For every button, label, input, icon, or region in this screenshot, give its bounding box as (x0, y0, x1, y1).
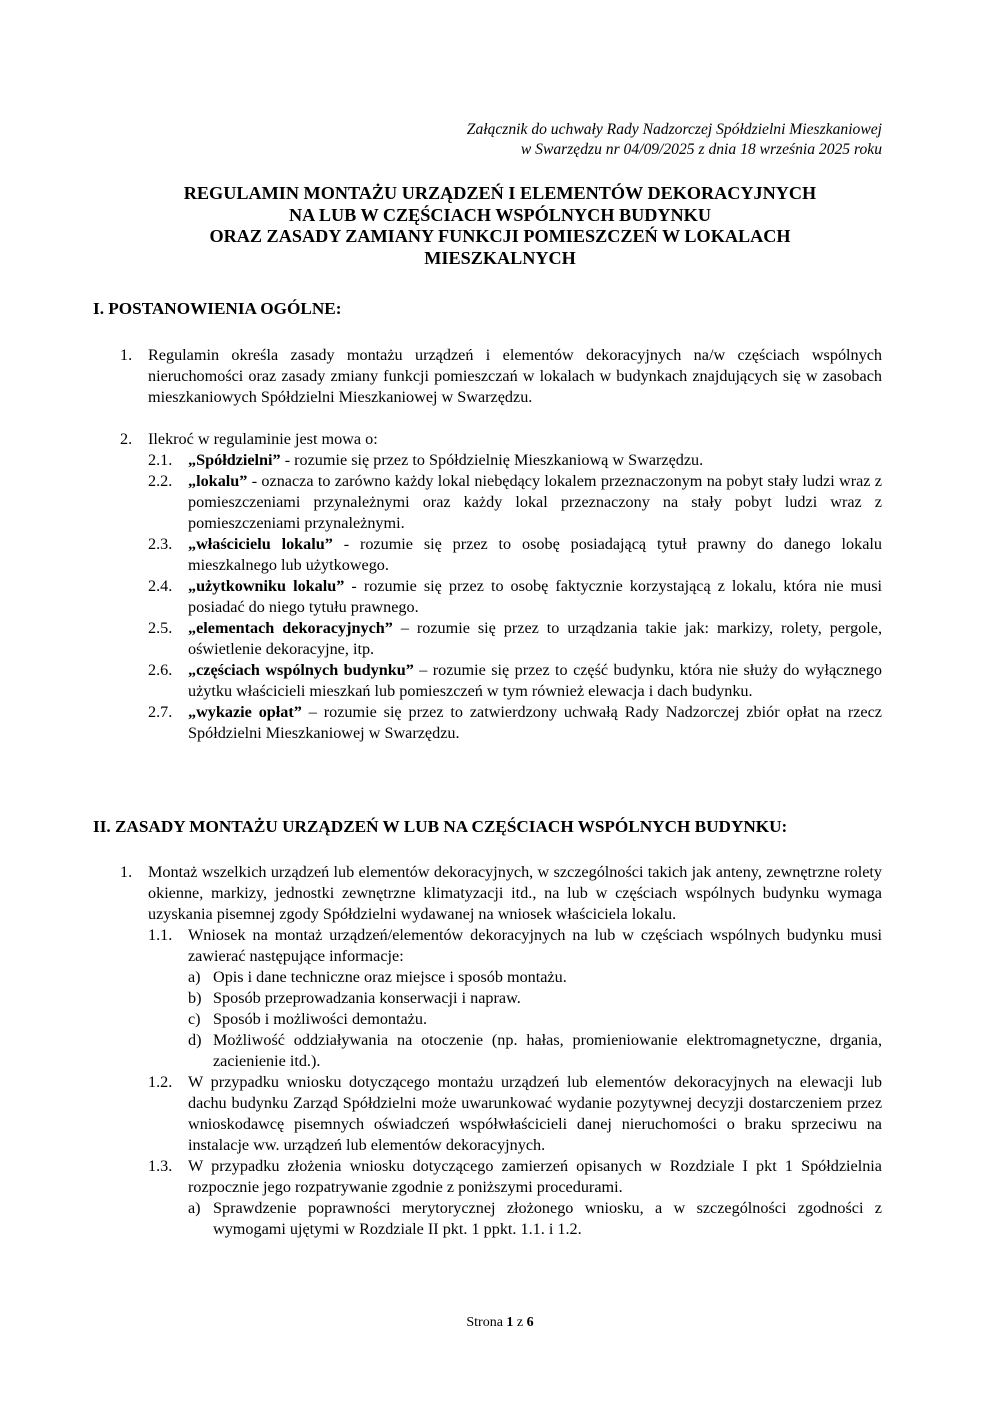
definition-item (148, 471, 882, 534)
definition-text: – rozumie się przez to część budynku, która nie służy do wyłącznego użytku właścicieli mieszkań lub pomieszczeń w tym również elewacja i dach budynku. (188, 661, 883, 700)
defined-term: „lokalu” (188, 472, 248, 490)
letter-text: Możliwość oddziaływania na otoczenie (np. hałas, promieniowanie elektromagnetyczne, drgania, zacienienie itd.). (213, 1031, 882, 1070)
definition-item (148, 702, 882, 744)
defined-term: „elementach dekoracyjnych” (188, 619, 393, 637)
annex-line-2: w Swarzędzu nr 04/09/2025 z dnia 18 września 2025 roku (520, 141, 882, 158)
definition-item (148, 660, 882, 702)
definition-item (148, 534, 882, 576)
definition-text: - oznacza to zarówno każdy lokal niebędący lokalem przeznaczonym na pobyt stały ludzi wraz z pomieszczeniami przynależnymi oraz każdy lokal przeznaczony na stały pobyt ludzi wraz z pomieszczeniami przynależnymi. (188, 472, 882, 532)
letter-text: Opis i dane techniczne oraz miejsce i sposób montażu. (213, 968, 567, 986)
definition-text: - rozumie się przez to Spółdzielnię Mieszkaniową w Swarzędzu. (280, 451, 704, 469)
item-number: 2. (120, 430, 133, 448)
subitem-number: 2.7. (148, 703, 173, 721)
item-number: 1. (120, 346, 133, 364)
definition-item (148, 618, 882, 660)
definitions-list (148, 450, 882, 744)
definition-item (148, 576, 882, 618)
section-1-item-1 (120, 345, 882, 408)
item-text: Ilekroć w regulaminie jest mowa o: (148, 430, 378, 448)
subitem-number: 2.5. (148, 619, 173, 637)
letter-item (188, 1030, 882, 1072)
letter-item (188, 967, 882, 988)
title-line-4: MIESZKALNYCH (424, 247, 576, 268)
page-label: Strona (466, 1315, 507, 1330)
subitem-1-1 (148, 925, 882, 1072)
defined-term: „właścicielu lokalu” (188, 535, 333, 553)
letter-marker: c) (188, 1010, 201, 1028)
subitem-text: Wniosek na montaż urządzeń/elementów dekoracyjnych na lub w częściach wspólnych budynku musi zawierać następujące informacje: (188, 926, 882, 965)
section-2-heading: II. ZASADY MONTAŻU URZĄDZEŃ W LUB NA CZĘŚCIACH WSPÓLNYCH BUDYNKU: (93, 817, 788, 836)
subitem-text: W przypadku złożenia wniosku dotyczącego zamierzeń opisanych w Rozdziale I pkt 1 Spółdzielnia rozpocznie jego rozpatrywanie zgodnie z poniższymi procedurami. (188, 1157, 882, 1196)
defined-term: „wykazie opłat” (188, 703, 302, 721)
letter-marker: b) (188, 989, 202, 1007)
definition-text: - rozumie się przez to osobę faktycznie korzystającą z lokalu, która nie musi posiadać do niego tytułu prawnego. (188, 577, 883, 616)
subitem-text: W przypadku wniosku dotyczącego montażu urządzeń lub elementów dekoracyjnych na elewacji lub dachu budynku Zarząd Spółdzielni może uwarunkować wydanie pozytywnej decyzji dostarczeniem przez wnioskodawcę pisemnych oświadczeń współwłaścicieli danej nieruchomości o braku sprzeciwu na instalacje ww. urządzeń lub elementów dekoracyjnych. (188, 1073, 882, 1154)
subitem-number: 2.3. (148, 535, 173, 553)
title-line-1: REGULAMIN MONTAŻU URZĄDZEŃ I ELEMENTÓW DEKORACYJNYCH (183, 183, 817, 203)
definition-item (148, 450, 882, 471)
defined-term: „Spółdzielni” (188, 451, 281, 469)
letter-text: Sposób i możliwości demontażu. (213, 1010, 428, 1028)
page-separator: z (513, 1315, 527, 1330)
title-line-3: ORAZ ZASADY ZAMIANY FUNKCJI POMIESZCZEŃ W LOKALACH (209, 226, 791, 246)
section-1-heading: I. POSTANOWIENIA OGÓLNE: (93, 299, 342, 318)
subitem-number: 1.2. (148, 1073, 173, 1091)
subitem-number: 1.1. (148, 926, 173, 944)
letter-marker: a) (188, 1199, 201, 1217)
subitem-1-3 (148, 1156, 882, 1240)
definition-text: - rozumie się przez to osobę posiadającą tytuł prawny do danego lokalu mieszkalnego lub użytkowego. (188, 535, 882, 574)
letter-text: Sposób przeprowadzania konserwacji i napraw. (213, 989, 521, 1007)
subitems-list (148, 925, 882, 1240)
letter-list (188, 1198, 882, 1240)
subitem-number: 2.6. (148, 661, 173, 679)
defined-term: „częściach wspólnych budynku” (188, 661, 414, 679)
definition-text: – rozumie się przez to zatwierdzony uchwałą Rady Nadzorczej zbiór opłat na rzecz Spółdzielni Mieszkaniowej w Swarzędzu. (188, 703, 882, 742)
annex-line-1: Załącznik do uchwały Rady Nadzorczej Spółdzielni Mieszkaniowej (466, 121, 882, 138)
section-1-item-2 (120, 429, 882, 744)
subitem-number: 2.1. (148, 451, 173, 469)
subitem-number: 2.4. (148, 577, 173, 595)
total-pages-number: 6 (526, 1315, 534, 1330)
section-2-content (120, 862, 882, 1240)
letter-text: Sprawdzenie poprawności merytorycznej złożonego wniosku, a w szczególności zgodności z wymogami ujętymi w Rozdziale II pkt. 1 ppkt. 1.1. i 1.2. (213, 1199, 882, 1238)
letter-item (188, 1009, 882, 1030)
subitem-number: 1.3. (148, 1157, 173, 1175)
letter-marker: a) (188, 968, 201, 986)
subitem-number: 2.2. (148, 472, 173, 490)
letter-item (188, 1198, 882, 1240)
current-page-number: 1 (506, 1315, 514, 1330)
subitem-1-2 (148, 1072, 882, 1156)
title-line-2: NA LUB W CZĘŚCIACH WSPÓLNYCH BUDYNKU (289, 204, 711, 225)
letter-item (188, 988, 882, 1009)
letter-marker: d) (188, 1031, 202, 1049)
item-text: Montaż wszelkich urządzeń lub elementów dekoracyjnych, w szczególności takich jak anteny, zewnętrzne rolety okienne, markizy, jednostki zewnętrzne klimatyzacji itd., na lub w częściach wspólnych budynku wymaga uzyskania pisemnej zgody Spółdzielni wydawanej na wniosek właściciela lokalu. (148, 863, 882, 923)
item-text: Regulamin określa zasady montażu urządzeń i elementów dekoracyjnych na/w częściach wspólnych nieruchomości oraz zasady zmiany funkcji pomieszczań w lokalach w budynkach znajdujących się w zasobach mieszkaniowych Spółdzielni Mieszkaniowej w Swarzędzu. (148, 346, 882, 406)
defined-term: „użytkowniku lokalu” (188, 577, 345, 595)
document-title (100, 183, 900, 269)
section-1-content (120, 345, 882, 744)
page-footer (0, 1312, 1000, 1333)
annex-note (467, 120, 882, 160)
section-2-item-1 (120, 862, 882, 1240)
definition-text: – rozumie się przez to urządzania takie jak: markizy, rolety, pergole, oświetlenie dekoracyjne, itp. (188, 619, 882, 658)
letter-list (188, 967, 882, 1072)
item-number: 1. (120, 863, 133, 881)
